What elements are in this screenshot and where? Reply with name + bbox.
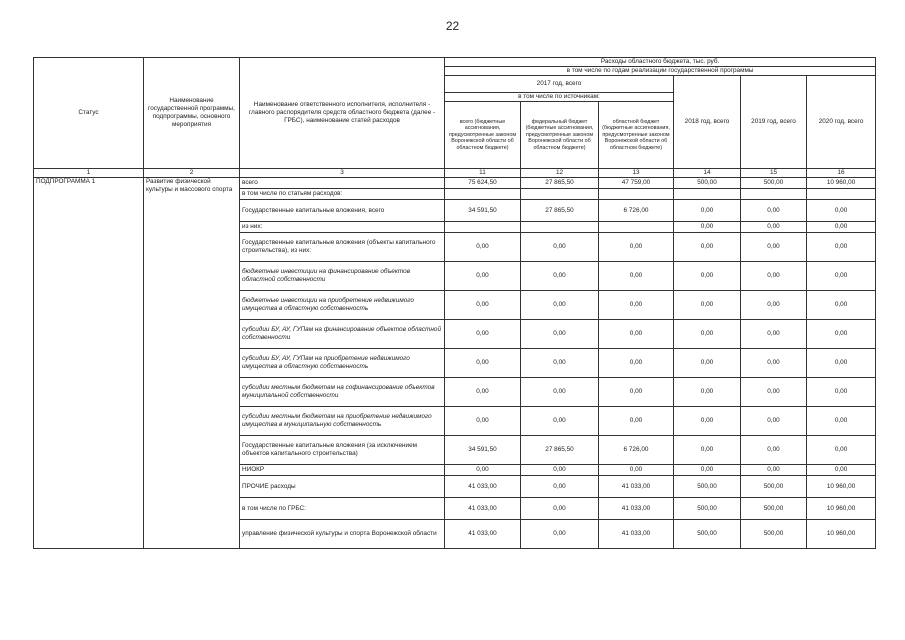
- row-label: Государственные капитальные вложения (за исключением объектов капитального строительства): [240, 436, 445, 465]
- value-cell: [445, 189, 521, 200]
- value-cell: 0,00: [807, 262, 876, 291]
- header-2017: 2017 год, всего: [445, 76, 674, 93]
- value-cell: [807, 189, 876, 200]
- col-number: 12: [521, 169, 599, 178]
- value-cell: 0,00: [521, 262, 599, 291]
- value-cell: 0,00: [445, 378, 521, 407]
- value-cell: 0,00: [807, 465, 876, 476]
- row-label: всего: [240, 178, 445, 189]
- col-number: 2: [144, 169, 240, 178]
- value-cell: 27 865,50: [521, 178, 599, 189]
- header-expenses: Расходы областного бюджета, тыс. руб.: [445, 58, 876, 67]
- value-cell: 0,00: [807, 222, 876, 233]
- value-cell: 0,00: [599, 262, 674, 291]
- value-cell: 0,00: [521, 291, 599, 320]
- value-cell: 0,00: [674, 233, 741, 262]
- header-status: Статус: [34, 58, 144, 169]
- col-number: 1: [34, 169, 144, 178]
- value-cell: 0,00: [445, 233, 521, 262]
- value-cell: 0,00: [445, 465, 521, 476]
- value-cell: 0,00: [741, 200, 807, 222]
- value-cell: [599, 189, 674, 200]
- header-2020: 2020 год, всего: [807, 76, 876, 169]
- row-label: субсидии местным бюджетам на приобретение недвижимого имущества в муниципальную собственность: [240, 407, 445, 436]
- row-label: субсидии БУ, АУ, ГУПам на финансирование объектов областной собственности: [240, 320, 445, 349]
- value-cell: 0,00: [807, 200, 876, 222]
- row-label: из них:: [240, 222, 445, 233]
- value-cell: 41 033,00: [445, 476, 521, 498]
- value-cell: 41 033,00: [445, 520, 521, 549]
- value-cell: 0,00: [807, 233, 876, 262]
- value-cell: 10 960,00: [807, 520, 876, 549]
- col-number: 14: [674, 169, 741, 178]
- value-cell: 0,00: [445, 320, 521, 349]
- header-total-col: всего (бюджетные ассигнования, предусмотренные законом Воронежской области об областном бюджете): [445, 102, 521, 169]
- value-cell: 0,00: [445, 262, 521, 291]
- value-cell: 0,00: [741, 378, 807, 407]
- value-cell: 0,00: [521, 378, 599, 407]
- value-cell: 0,00: [674, 200, 741, 222]
- col-number: 13: [599, 169, 674, 178]
- value-cell: 0,00: [521, 476, 599, 498]
- value-cell: 75 624,50: [445, 178, 521, 189]
- value-cell: 0,00: [741, 233, 807, 262]
- value-cell: 0,00: [741, 262, 807, 291]
- value-cell: 0,00: [674, 222, 741, 233]
- row-label: в том числе по ГРБС:: [240, 498, 445, 520]
- value-cell: 0,00: [741, 291, 807, 320]
- value-cell: 0,00: [521, 520, 599, 549]
- header-by-sources: в том числе по источникам:: [445, 93, 674, 102]
- value-cell: 0,00: [445, 291, 521, 320]
- value-cell: 0,00: [674, 407, 741, 436]
- value-cell: 0,00: [674, 465, 741, 476]
- row-label: ПРОЧИЕ расходы: [240, 476, 445, 498]
- value-cell: [445, 222, 521, 233]
- value-cell: 10 960,00: [807, 498, 876, 520]
- value-cell: 0,00: [599, 291, 674, 320]
- budget-table: [33, 57, 876, 549]
- header-by-years: в том числе по годам реализации государственной программы: [445, 67, 876, 76]
- value-cell: 0,00: [674, 378, 741, 407]
- value-cell: 0,00: [807, 407, 876, 436]
- header-2019: 2019 год, всего: [741, 76, 807, 169]
- value-cell: 27 865,50: [521, 200, 599, 222]
- value-cell: 0,00: [521, 233, 599, 262]
- value-cell: 0,00: [445, 349, 521, 378]
- table-header: [34, 58, 876, 169]
- value-cell: 0,00: [599, 349, 674, 378]
- status-cell: ПОДПРОГРАММА 1: [34, 178, 144, 549]
- value-cell: 0,00: [807, 378, 876, 407]
- value-cell: 0,00: [741, 436, 807, 465]
- value-cell: 0,00: [741, 320, 807, 349]
- value-cell: 0,00: [807, 291, 876, 320]
- value-cell: 500,00: [741, 476, 807, 498]
- value-cell: 0,00: [599, 320, 674, 349]
- value-cell: [599, 222, 674, 233]
- value-cell: 0,00: [674, 291, 741, 320]
- value-cell: 0,00: [521, 320, 599, 349]
- value-cell: 0,00: [807, 436, 876, 465]
- value-cell: 0,00: [674, 436, 741, 465]
- value-cell: 0,00: [807, 349, 876, 378]
- value-cell: 0,00: [521, 349, 599, 378]
- header-regional-col: областной бюджет (бюджетные ассигнования, предусмотренные законом Воронежской области об областном бюджете): [599, 102, 674, 169]
- value-cell: 0,00: [741, 222, 807, 233]
- value-cell: 0,00: [599, 407, 674, 436]
- value-cell: [674, 189, 741, 200]
- value-cell: 0,00: [674, 349, 741, 378]
- value-cell: 500,00: [741, 178, 807, 189]
- value-cell: 0,00: [521, 407, 599, 436]
- row-label: управление физической культуры и спорта Воронежской области: [240, 520, 445, 549]
- table-row: [34, 178, 876, 189]
- value-cell: [521, 189, 599, 200]
- value-cell: [521, 222, 599, 233]
- value-cell: 500,00: [741, 520, 807, 549]
- value-cell: 0,00: [674, 320, 741, 349]
- value-cell: 0,00: [599, 378, 674, 407]
- value-cell: 41 033,00: [599, 476, 674, 498]
- value-cell: 500,00: [674, 498, 741, 520]
- row-label: Государственные капитальные вложения (объекты капитального строительства), из них:: [240, 233, 445, 262]
- col-number: 11: [445, 169, 521, 178]
- value-cell: 500,00: [741, 498, 807, 520]
- header-federal-col: федеральный бюджет (бюджетные ассигнования, предусмотренные законом Воронежской области об областном бюджете): [521, 102, 599, 169]
- value-cell: 0,00: [674, 262, 741, 291]
- value-cell: 41 033,00: [599, 498, 674, 520]
- column-number-row: [34, 169, 876, 178]
- value-cell: 500,00: [674, 476, 741, 498]
- row-label: бюджетные инвестиции на финансирование объектов областной собственности: [240, 262, 445, 291]
- value-cell: 41 033,00: [445, 498, 521, 520]
- value-cell: 0,00: [741, 407, 807, 436]
- value-cell: 0,00: [599, 233, 674, 262]
- table-body: [34, 169, 876, 549]
- row-label: субсидии местным бюджетам на софинансирование объектов муниципальной собственности: [240, 378, 445, 407]
- value-cell: [741, 189, 807, 200]
- value-cell: 10 960,00: [807, 476, 876, 498]
- value-cell: 6 726,00: [599, 200, 674, 222]
- value-cell: 47 759,00: [599, 178, 674, 189]
- header-program-name: Наименование государственной программы, подпрограммы, основного мероприятия: [144, 58, 240, 169]
- row-label: бюджетные инвестиции на приобретение недвижимого имущества в областную собственность: [240, 291, 445, 320]
- row-label: Государственные капитальные вложения, всего: [240, 200, 445, 222]
- value-cell: 27 865,50: [521, 436, 599, 465]
- value-cell: 0,00: [521, 498, 599, 520]
- value-cell: 10 960,00: [807, 178, 876, 189]
- value-cell: 0,00: [741, 465, 807, 476]
- value-cell: 500,00: [674, 178, 741, 189]
- header-executor: Наименование ответственного исполнителя, исполнителя - главного распорядителя средств областного бюджета (далее - ГРБС), наименование статей расходов: [240, 58, 445, 169]
- col-number: 15: [741, 169, 807, 178]
- value-cell: 0,00: [521, 465, 599, 476]
- value-cell: 34 591,50: [445, 436, 521, 465]
- value-cell: 500,00: [674, 520, 741, 549]
- value-cell: 6 726,00: [599, 436, 674, 465]
- row-label: в том числе по статьям расходов:: [240, 189, 445, 200]
- col-number: 16: [807, 169, 876, 178]
- row-label: НИОКР: [240, 465, 445, 476]
- header-2018: 2018 год, всего: [674, 76, 741, 169]
- row-label: субсидии БУ, АУ, ГУПам на приобретение недвижимого имущества в областную собственность: [240, 349, 445, 378]
- col-number: 3: [240, 169, 445, 178]
- value-cell: 0,00: [445, 407, 521, 436]
- value-cell: 41 033,00: [599, 520, 674, 549]
- program-cell: Развитие физической культуры и массового спорта: [144, 178, 240, 549]
- page-number: 22: [445, 19, 460, 33]
- value-cell: 0,00: [599, 465, 674, 476]
- value-cell: 34 591,50: [445, 200, 521, 222]
- value-cell: 0,00: [741, 349, 807, 378]
- value-cell: 0,00: [807, 320, 876, 349]
